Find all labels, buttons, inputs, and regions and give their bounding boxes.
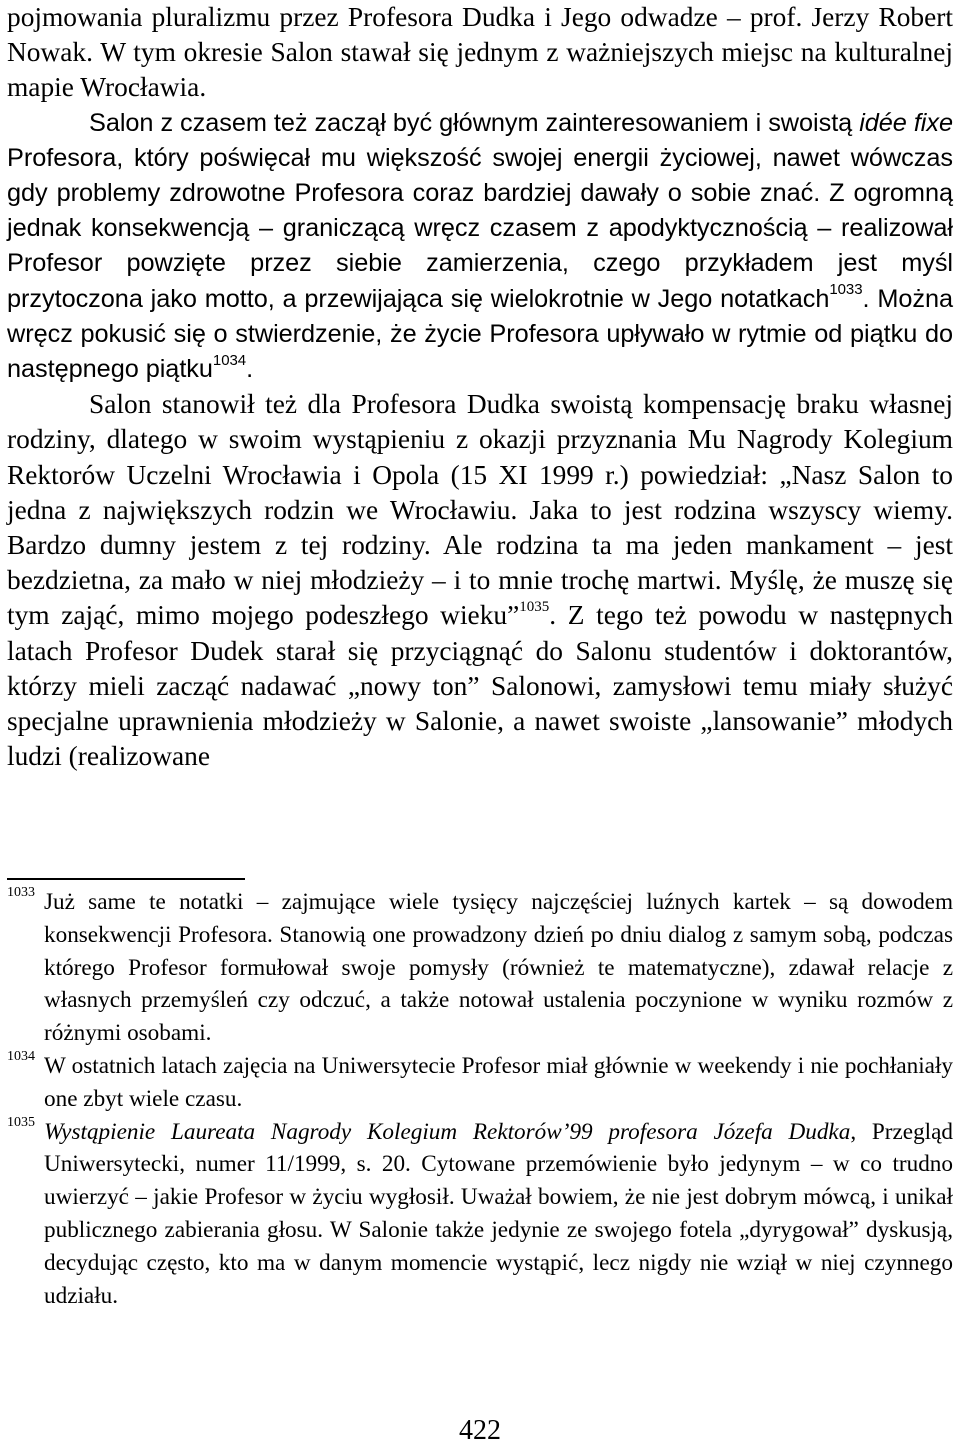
paragraph-text: pojmowania pluralizmu przez Profesora Dudka i Jego odwadze – prof. Jerzy Robert Nowak. W tym okresie Salon stawał się jednym z ważniejszych miejsc na kulturalnej mapie Wrocławia.	[7, 2, 953, 103]
page-number: 422	[459, 1415, 501, 1446]
footnote-separator	[7, 878, 245, 880]
footnote-text: W ostatnich latach zajęcia na Uniwersytecie Profesor miał głównie w weekendy i nie pochłaniały one zbyt wiele czasu.	[44, 1052, 953, 1112]
footnote-reference[interactable]: 1034	[212, 351, 247, 369]
footnote-number: 1035	[7, 1114, 35, 1130]
paragraph-text: . Z tego też powodu w następnych latach Profesor Dudek starał się przyciągnąć do Salonu studentów i doktorantów, którzy mieli zacząć nadawać „nowy ton” Salonowi, zamysłowi temu miały służyć specjalne uprawnienia młodzieży w Salonie, a nawet swoiste „lansowanie” młodych ludzi (realizowane	[7, 600, 953, 772]
paragraph-text: . Można wręcz pokusić się o stwierdzenie, że życie Profesora upływało w rytmie od piątku do następnego piątku	[7, 284, 953, 384]
paragraph	[7, 387, 953, 774]
footnote-reference[interactable]: 1035	[519, 599, 550, 616]
paragraph	[7, 0, 953, 106]
italic-term: idée fixe	[859, 108, 953, 137]
document-page	[7, 0, 953, 1446]
paragraph-text: Salon z czasem też zaczął być głównym zainteresowaniem i swoistą	[89, 108, 860, 137]
footnote-text: , Przegląd Uniwersytecki, numer 11/1999, s. 20. Cytowane przemówienie było jedynym – w co trudno uwierzyć – jakie Profesor w życiu wygłosił. Uważał bowiem, że nie jest dobrym mówcą, i unikał publicznego zabierania głosu. W Salonie także jedynie ze swojego fotela „dyrygował” dyskusją, decydując często, kto ma w danym momencie wystąpić, lecz nigdy nie wziął w niej czynnego udziału.	[44, 1118, 953, 1309]
footnote-italic-title: Wystąpienie Laureata Nagrody Kolegium Rektorów’99 profesora Józefa Dudka	[44, 1118, 851, 1145]
footnote	[7, 1050, 953, 1116]
footnote-text: Już same te notatki – zajmujące wiele tysięcy najczęściej luźnych kartek – są dowodem konsekwencji Profesora. Stanowią one prowadzony dzień po dniu dialog z samym sobą, podczas którego Profesor formułował swoje pomysły (również te matematyczne), zdawał relacje z własnych przemyśleń czy odczuć, a także notował ustalenia poczynione w wyniku rozmów z różnymi osobami.	[44, 889, 953, 1047]
footnote-number: 1033	[7, 885, 35, 900]
paragraph	[7, 106, 953, 388]
paragraph-text: Salon stanowił też dla Profesora Dudka swoistą kompensację braku własnej rodziny, dlatego w swoim wystąpieniu z okazji przyznania Mu Nagrody Kolegium Rektorów Uczelni Wrocławia i Opola (15 XI 1999 r.) powiedział: „Nasz Salon to jedna z największych rodzin we Wrocławiu. Jaka to jest rodzina wszyscy wiemy. Bardzo dumny jestem z tej rodziny. Ale rodzina ta ma jeden mankament – jest bezdzietna, za mało w niej młodzieży – i to mnie trochę martwi. Myślę, że muszę się tym zająć, mimo mojego podeszłego wieku”	[7, 389, 953, 631]
footnote	[7, 1116, 953, 1313]
footnote-reference[interactable]: 1033	[829, 281, 863, 299]
main-text	[7, 0, 953, 774]
paragraph-text: .	[246, 355, 254, 384]
paragraph-text: Profesora, który poświęcał mu większość swojej energii życiowej, nawet wówczas gdy problemy zdrowotne Profesora coraz bardziej dawały o sobie znać. Z ogromną jednak konsekwencją – graniczącą wręcz czasem z apodyktycznością – realizował Profesor powzięte przez siebie zamierzenia, czego przykładem jest myśl przytoczona jako motto, a przewijająca się wielokrotnie w Jego notatkach	[7, 143, 953, 313]
footnote	[7, 886, 953, 1050]
footnote-number: 1034	[7, 1048, 35, 1064]
footnotes	[7, 886, 953, 1312]
